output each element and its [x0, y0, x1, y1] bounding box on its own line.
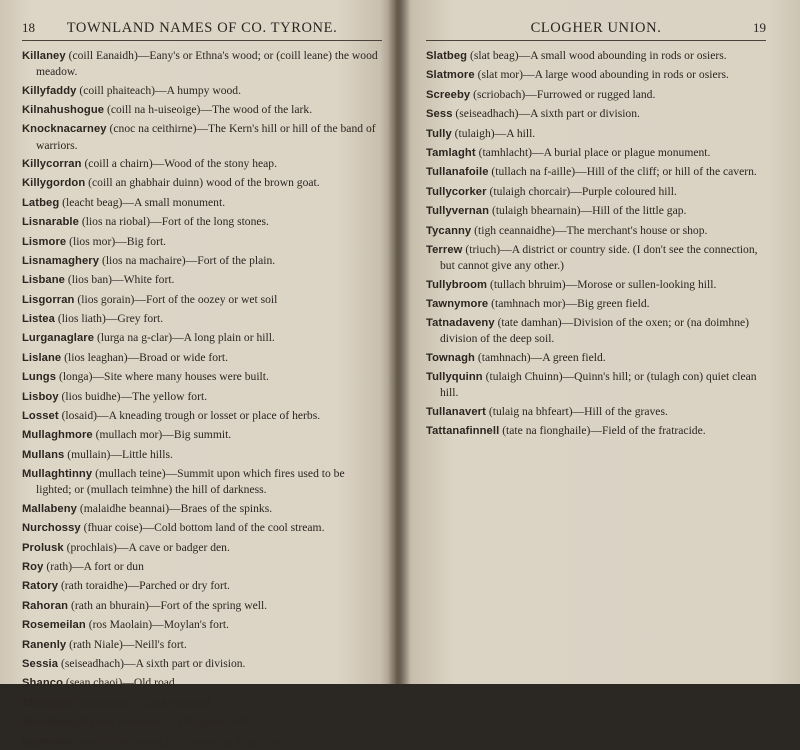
list-item	[426, 48, 766, 64]
townland-name: Lismore	[22, 235, 67, 248]
list-item	[22, 253, 382, 269]
townland-name: Ranenly	[22, 638, 67, 651]
townland-name: Terrew	[426, 243, 463, 256]
list-item	[22, 617, 382, 633]
townland-gloss: (tullach na f-aille)—Hill of the cliff; or hill of the cavern.	[488, 165, 757, 179]
right-page	[396, 0, 800, 684]
townland-name: Tullyvernan	[426, 205, 490, 218]
townland-name: Kilnahushogue	[22, 103, 105, 116]
list-item	[426, 203, 766, 219]
townland-name: Tully	[426, 127, 452, 140]
list-item	[22, 48, 382, 79]
townland-gloss: (ros Maolain)—Moylan's fort.	[85, 618, 229, 632]
list-item	[22, 501, 382, 517]
townland-name: Rosemeilan	[22, 619, 86, 632]
townland-name: Sess	[426, 108, 453, 121]
list-item	[426, 404, 766, 420]
list-item	[22, 520, 382, 536]
list-item	[22, 195, 382, 211]
townland-gloss: (mullach mor)—Big summit.	[92, 428, 232, 442]
list-item	[426, 223, 766, 239]
list-item	[22, 311, 382, 327]
townland-gloss: (tulaigh)—A hill.	[451, 126, 536, 140]
list-item	[22, 578, 382, 594]
list-item	[22, 121, 382, 152]
townland-name: Shanco	[22, 677, 64, 690]
list-item	[22, 656, 382, 672]
townland-name: Tatnadaveny	[426, 317, 495, 330]
list-item	[426, 126, 766, 142]
list-item	[22, 350, 382, 366]
townland-gloss: (tulaigh Chuinn)—Quinn's hill; or (tulagh con) quiet clean hill.	[440, 370, 757, 400]
townland-gloss: (lios ban)—White fort.	[64, 273, 175, 287]
townland-name: Mullaghmore	[22, 429, 93, 442]
townland-gloss: (lios gorain)—Fort of the oozey or wet soil	[74, 292, 278, 306]
townland-gloss: (rath toraidhe)—Parched or dry fort.	[58, 579, 230, 593]
left-page-number: 18	[22, 20, 35, 35]
list-item	[22, 234, 382, 250]
townland-name: Tamlaght	[426, 146, 476, 159]
list-item	[22, 559, 382, 575]
townland-gloss: (rath Niale)—Neill's fort.	[66, 637, 187, 651]
list-item	[426, 242, 766, 273]
list-item	[22, 83, 382, 99]
townland-gloss: (triuch)—A district or country side. (I don't see the connection, but cannot give any other.)	[440, 242, 758, 273]
townland-gloss: (coill a chairn)—Wood of the stony heap.	[81, 156, 278, 170]
townland-gloss: (seiseadhach)—A sixth part or division.	[452, 107, 640, 121]
list-item	[426, 350, 766, 366]
townland-name: Tycanny	[426, 224, 472, 237]
list-item	[22, 292, 382, 308]
townland-gloss: (losaid)—A kneading trough or losset or place of herbs.	[58, 409, 321, 423]
list-item	[22, 540, 382, 556]
townland-gloss: (mullach teine)—Summit upon which fires used to be lighted; or (mullach teimhne) the hill of darkness.	[36, 467, 345, 497]
townland-gloss: (lios na riobal)—Fort of the long stones.	[78, 215, 269, 229]
townland-gloss: (sean chaoi)—Old road.	[63, 676, 178, 690]
list-item	[22, 156, 382, 172]
townland-gloss: (tigh ceannaidhe)—The merchant's house or shop.	[471, 223, 708, 237]
townland-name: Lungs	[22, 371, 57, 384]
townland-gloss: (prochlais)—A cave or badger den.	[63, 540, 230, 554]
townland-gloss: (tulaig na bhfeart)—Hill of the graves.	[485, 404, 668, 418]
townland-gloss: (sgeilgeach)—Rocky ground.	[72, 695, 213, 709]
townland-name: Screeby	[426, 88, 471, 101]
townland-name: Rahoran	[22, 599, 69, 612]
townland-gloss: (slat beag)—A small wood abounding in rods or osiers.	[467, 49, 727, 62]
townland-gloss: (mullain)—Little hills.	[64, 447, 173, 461]
townland-name: Townagh	[426, 351, 475, 364]
townland-name: Prolusk	[22, 541, 64, 554]
right-entry-list	[426, 48, 766, 439]
list-item	[22, 675, 382, 691]
list-item	[426, 145, 766, 161]
list-item	[426, 315, 766, 346]
townland-name: Losset	[22, 410, 59, 423]
townland-gloss: (longa)—Site where many houses were built.	[56, 370, 269, 384]
townland-name: Killyfaddy	[22, 84, 77, 97]
list-item	[22, 637, 382, 653]
townland-name: Syunchin	[22, 735, 74, 748]
townland-gloss: (tate damhan)—Division of the oxen; or (na doimhne) division of the deep soil.	[440, 316, 750, 346]
right-running-title: CLOGHER UNION.	[530, 20, 662, 36]
list-item	[22, 408, 382, 424]
townland-name: Lisnarable	[22, 216, 79, 229]
right-running-head	[426, 20, 766, 41]
list-item	[426, 67, 766, 83]
list-item	[426, 87, 766, 103]
left-page	[0, 0, 396, 748]
townland-gloss: (coill Eanaidh)—Eany's or Ethna's wood; or (coill leane) the wood meadow.	[36, 49, 378, 79]
townland-gloss: (slat mor)—A large wood abounding in rods or osiers.	[474, 68, 729, 82]
townland-gloss: (rath)—A fort or dun	[43, 559, 144, 573]
townland-name: Ratory	[22, 580, 59, 593]
townland-name: Mullaghtinny	[22, 468, 93, 481]
townland-gloss: (tulaigh bhearnain)—Hill of the little gap.	[489, 204, 687, 218]
townland-name: Nurchossy	[22, 522, 81, 535]
townland-gloss: (leacht beag)—A small monument.	[59, 195, 226, 209]
townland-gloss: (tullach bhruim)—Morose or sullen-looking hill.	[487, 277, 717, 291]
townland-gloss: (lios buidhe)—The yellow fort.	[58, 389, 208, 403]
townland-name: Skelgagh	[22, 696, 73, 709]
townland-name: Latbeg	[22, 196, 60, 209]
list-item	[22, 427, 382, 443]
townland-name: Lislane	[22, 351, 62, 364]
townland-name: Lisgorran	[22, 293, 75, 306]
townland-gloss: (tamhlacht)—A burial place or plague monument.	[475, 145, 711, 159]
left-running-title: TOWNLAND NAMES OF CO. TYRONE.	[66, 20, 338, 36]
list-item	[426, 164, 766, 180]
townland-name: Lisboy	[22, 390, 59, 403]
list-item	[426, 277, 766, 293]
townland-gloss: (lurga na g-clar)—A long plain or hill.	[94, 331, 275, 345]
townland-name: Listea	[22, 313, 55, 326]
list-item	[22, 714, 382, 730]
list-item	[22, 102, 382, 118]
townland-gloss: (lios liath)—Grey fort.	[54, 312, 164, 326]
list-item	[22, 466, 382, 497]
list-item	[22, 447, 382, 463]
townland-name: Mallabeny	[22, 502, 77, 515]
townland-name: Lisnamaghery	[22, 254, 100, 267]
townland-gloss: (scriobach)—Furrowed or rugged land.	[470, 87, 656, 101]
townland-name: Killaney	[22, 50, 66, 62]
list-item	[426, 296, 766, 312]
townland-gloss: (tamhnach)—A green field.	[474, 350, 606, 364]
townland-gloss: (seiseadhach)—A sixth part or division.	[58, 656, 246, 670]
townland-name: Knocknacarney	[22, 123, 107, 136]
list-item	[426, 423, 766, 439]
list-item	[426, 184, 766, 200]
list-item	[22, 214, 382, 230]
townland-name: Tullybroom	[426, 278, 488, 291]
townland-gloss: (coill phaiteach)—A humpy wood.	[76, 83, 242, 97]
townland-name: Lisbane	[22, 274, 65, 287]
townland-name: Killycorran	[22, 157, 82, 170]
list-item	[22, 598, 382, 614]
townland-gloss: (suidhe fhuinnseog)—Abounding in ash trees.	[73, 734, 291, 748]
townland-name: Tullycorker	[426, 185, 487, 198]
townland-gloss: (tamhnach mor)—Big green field.	[488, 296, 650, 310]
townland-name: Tawnymore	[426, 297, 489, 310]
townland-name: Killygordon	[22, 177, 86, 190]
list-item	[22, 389, 382, 405]
townland-name: Tattanafinnell	[426, 425, 500, 438]
townland-gloss: (fhuar coise)—Cold bottom land of the cool stream.	[80, 521, 325, 535]
left-entry-list	[22, 48, 382, 750]
list-item	[22, 272, 382, 288]
list-item	[426, 369, 766, 400]
list-item	[22, 695, 382, 711]
townland-name: Tullanavert	[426, 405, 486, 418]
list-item	[22, 330, 382, 346]
townland-gloss: (rath an bhurain)—Fort of the spring well.	[68, 598, 268, 612]
townland-gloss: (tulaigh chorcair)—Purple coloured hill.	[486, 184, 677, 198]
townland-gloss: (sean tamhnach)—Old green field	[87, 715, 249, 729]
townland-gloss: (cnoc na ceithirne)—The Kern's hill or hill of the band of warriors.	[36, 122, 376, 152]
townland-name: Slatbeg	[426, 50, 468, 62]
townland-gloss: (tate na fionghaile)—Field of the fratracide.	[499, 424, 706, 438]
left-running-head	[22, 20, 382, 41]
townland-name: Shantonagh	[22, 716, 88, 729]
townland-name: Lurganaglare	[22, 332, 95, 345]
townland-gloss: (lios mor)—Big fort.	[66, 234, 167, 248]
townland-name: Sessia	[22, 657, 59, 670]
right-page-number: 19	[753, 20, 766, 35]
townland-name: Roy	[22, 560, 44, 573]
list-item	[22, 734, 382, 750]
townland-name: Mullans	[22, 448, 65, 461]
townland-gloss: (lios leaghan)—Broad or wide fort.	[61, 350, 229, 364]
townland-name: Slatmore	[426, 69, 475, 82]
list-item	[426, 106, 766, 122]
list-item	[22, 369, 382, 385]
townland-gloss: (lios na machaire)—Fort of the plain.	[99, 253, 276, 267]
list-item	[22, 175, 382, 191]
townland-gloss: (coill na h-uiseoige)—The wood of the lark.	[104, 102, 313, 116]
townland-gloss: (coill an ghabhair duinn) wood of the brown goat.	[85, 176, 320, 190]
townland-name: Tullanafoile	[426, 166, 489, 179]
townland-name: Tullyquinn	[426, 371, 483, 384]
townland-gloss: (malaidhe beannai)—Braes of the spinks.	[77, 501, 273, 515]
